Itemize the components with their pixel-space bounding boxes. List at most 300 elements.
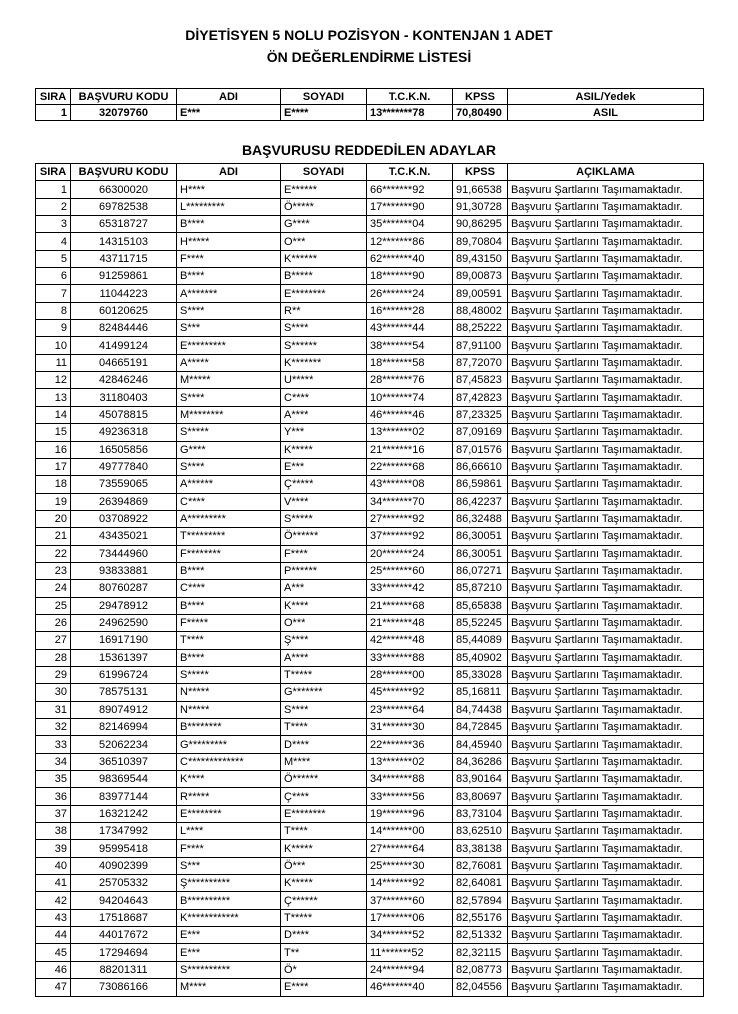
cell-soyadi: Ö***: [281, 857, 367, 874]
cell-tckn: 16*******28: [367, 302, 453, 319]
cell-kpss: 91,30728: [453, 198, 508, 215]
cell-basvuru-kodu: 73086166: [71, 979, 177, 996]
cell-tckn: 20*******24: [367, 545, 453, 562]
cell-basvuru-kodu: 42846246: [71, 372, 177, 389]
cell-kpss: 86,30051: [453, 545, 508, 562]
cell-aciklama: Başvuru Şartlarını Taşımamaktadır.: [508, 632, 704, 649]
cell-soyadi: G*******: [281, 684, 367, 701]
cell-kpss: 89,70804: [453, 233, 508, 250]
cell-tckn: 21*******68: [367, 597, 453, 614]
cell-sira: 13: [36, 389, 71, 406]
cell-aciklama: Başvuru Şartlarını Taşımamaktadır.: [508, 875, 704, 892]
cell-soyadi: E********: [281, 805, 367, 822]
cell-sira: 17: [36, 458, 71, 475]
col-aciklama: AÇIKLAMA: [508, 164, 704, 181]
cell-soyadi: E******: [281, 181, 367, 198]
cell-tckn: 13*******02: [367, 753, 453, 770]
cell-tckn: 18*******58: [367, 354, 453, 371]
cell-sira: 3: [36, 216, 71, 233]
cell-sira: 18: [36, 476, 71, 493]
cell-adi: C****: [177, 493, 281, 510]
col-sira: SIRA: [36, 164, 71, 181]
cell-adi: Ş**********: [177, 875, 281, 892]
cell-basvuru-kodu: 49777840: [71, 458, 177, 475]
cell-kpss: 82,51332: [453, 927, 508, 944]
table-row: [36, 458, 704, 475]
accepted-table: [35, 88, 704, 121]
cell-basvuru-kodu: 11044223: [71, 285, 177, 302]
cell-tckn: 66*******92: [367, 181, 453, 198]
cell-adi: G****: [177, 441, 281, 458]
table-row: [36, 614, 704, 631]
cell-basvuru-kodu: 73444960: [71, 545, 177, 562]
cell-tckn: 17*******06: [367, 909, 453, 926]
cell-basvuru-kodu: 17347992: [71, 823, 177, 840]
cell-soyadi: T****: [281, 823, 367, 840]
cell-basvuru-kodu: 95995418: [71, 840, 177, 857]
cell-aciklama: Başvuru Şartlarını Taşımamaktadır.: [508, 441, 704, 458]
cell-adi: F*****: [177, 614, 281, 631]
cell-basvuru-kodu: 89074912: [71, 701, 177, 718]
table-row: [36, 753, 704, 770]
cell-soyadi: V****: [281, 493, 367, 510]
cell-aciklama: Başvuru Şartlarını Taşımamaktadır.: [508, 840, 704, 857]
cell-adi: E***: [177, 944, 281, 961]
table-row: [36, 320, 704, 337]
cell-kpss: 85,16811: [453, 684, 508, 701]
cell-tckn: 34*******52: [367, 927, 453, 944]
table-row: [36, 181, 704, 198]
table-row: [36, 944, 704, 961]
cell-aciklama: Başvuru Şartlarını Taşımamaktadır.: [508, 285, 704, 302]
cell-tckn: 13*******78: [367, 105, 453, 121]
cell-tckn: 42*******48: [367, 632, 453, 649]
cell-soyadi: S****: [281, 701, 367, 718]
cell-sira: 8: [36, 302, 71, 319]
cell-soyadi: D****: [281, 927, 367, 944]
col-tckn: T.C.K.N.: [367, 164, 453, 181]
cell-tckn: 27*******64: [367, 840, 453, 857]
cell-basvuru-kodu: 24962590: [71, 614, 177, 631]
cell-basvuru-kodu: 52062234: [71, 736, 177, 753]
cell-adi: C*************: [177, 753, 281, 770]
cell-kpss: 88,25222: [453, 320, 508, 337]
cell-sira: 41: [36, 875, 71, 892]
cell-soyadi: Ö******: [281, 528, 367, 545]
cell-soyadi: E****: [281, 979, 367, 996]
cell-adi: T****: [177, 632, 281, 649]
cell-kpss: 82,57894: [453, 892, 508, 909]
cell-sira: 35: [36, 771, 71, 788]
cell-basvuru-kodu: 60120625: [71, 302, 177, 319]
cell-tckn: 18*******90: [367, 268, 453, 285]
cell-aciklama: Başvuru Şartlarını Taşımamaktadır.: [508, 927, 704, 944]
cell-soyadi: Ç******: [281, 892, 367, 909]
cell-basvuru-kodu: 80760287: [71, 580, 177, 597]
cell-tckn: 27*******92: [367, 510, 453, 527]
table-row: [36, 285, 704, 302]
cell-basvuru-kodu: 93833881: [71, 562, 177, 579]
cell-sira: 27: [36, 632, 71, 649]
table-row: [36, 961, 704, 978]
table-row: [36, 632, 704, 649]
col-sira: SIRA: [36, 89, 71, 105]
cell-adi: A******: [177, 476, 281, 493]
cell-soyadi: Ö******: [281, 771, 367, 788]
cell-basvuru-kodu: 26394869: [71, 493, 177, 510]
cell-sira: 33: [36, 736, 71, 753]
cell-kpss: 88,48002: [453, 302, 508, 319]
table-row: [36, 372, 704, 389]
cell-aciklama: Başvuru Şartlarını Taşımamaktadır.: [508, 736, 704, 753]
cell-sira: 12: [36, 372, 71, 389]
cell-basvuru-kodu: 16505856: [71, 441, 177, 458]
cell-aciklama: Başvuru Şartlarını Taşımamaktadır.: [508, 944, 704, 961]
table-row: [36, 979, 704, 996]
cell-tckn: 25*******60: [367, 562, 453, 579]
cell-sira: 24: [36, 580, 71, 597]
cell-adi: B****: [177, 597, 281, 614]
cell-adi: B**********: [177, 892, 281, 909]
cell-adi: H****: [177, 181, 281, 198]
cell-basvuru-kodu: 65318727: [71, 216, 177, 233]
cell-basvuru-kodu: 44017672: [71, 927, 177, 944]
cell-adi: N*****: [177, 701, 281, 718]
col-basvuru-kodu: BAŞVURU KODU: [71, 164, 177, 181]
cell-basvuru-kodu: 91259861: [71, 268, 177, 285]
cell-sira: 47: [36, 979, 71, 996]
cell-asil-yedek: ASIL: [508, 105, 704, 121]
table-row: [36, 892, 704, 909]
cell-soyadi: C****: [281, 389, 367, 406]
cell-soyadi: G****: [281, 216, 367, 233]
cell-adi: S***: [177, 857, 281, 874]
cell-adi: S**********: [177, 961, 281, 978]
cell-tckn: 11*******52: [367, 944, 453, 961]
cell-adi: S****: [177, 458, 281, 475]
cell-aciklama: Başvuru Şartlarını Taşımamaktadır.: [508, 823, 704, 840]
cell-sira: 6: [36, 268, 71, 285]
cell-soyadi: U*****: [281, 372, 367, 389]
cell-kpss: 82,55176: [453, 909, 508, 926]
cell-tckn: 10*******74: [367, 389, 453, 406]
cell-basvuru-kodu: 16917190: [71, 632, 177, 649]
col-asil-yedek: ASIL/Yedek: [508, 89, 704, 105]
table-row: [36, 198, 704, 215]
cell-aciklama: Başvuru Şartlarını Taşımamaktadır.: [508, 389, 704, 406]
cell-adi: T*********: [177, 528, 281, 545]
cell-sira: 20: [36, 510, 71, 527]
cell-sira: 37: [36, 805, 71, 822]
cell-kpss: 83,38138: [453, 840, 508, 857]
cell-adi: K****: [177, 771, 281, 788]
cell-adi: G*********: [177, 736, 281, 753]
cell-soyadi: R**: [281, 302, 367, 319]
cell-tckn: 34*******88: [367, 771, 453, 788]
table-row: [36, 476, 704, 493]
cell-soyadi: T*****: [281, 666, 367, 683]
cell-adi: M*****: [177, 372, 281, 389]
cell-kpss: 87,45823: [453, 372, 508, 389]
cell-adi: M********: [177, 406, 281, 423]
cell-adi: S****: [177, 302, 281, 319]
table-row: [36, 233, 704, 250]
cell-kpss: 86,66610: [453, 458, 508, 475]
cell-aciklama: Başvuru Şartlarını Taşımamaktadır.: [508, 805, 704, 822]
cell-aciklama: Başvuru Şartlarını Taşımamaktadır.: [508, 753, 704, 770]
cell-aciklama: Başvuru Şartlarını Taşımamaktadır.: [508, 250, 704, 267]
cell-basvuru-kodu: 43711715: [71, 250, 177, 267]
cell-aciklama: Başvuru Şartlarını Taşımamaktadır.: [508, 302, 704, 319]
cell-sira: 4: [36, 233, 71, 250]
cell-basvuru-kodu: 82146994: [71, 719, 177, 736]
cell-sira: 1: [36, 181, 71, 198]
cell-sira: 7: [36, 285, 71, 302]
cell-sira: 45: [36, 944, 71, 961]
cell-basvuru-kodu: 98369544: [71, 771, 177, 788]
table-row: [36, 406, 704, 423]
cell-soyadi: F****: [281, 545, 367, 562]
cell-sira: 44: [36, 927, 71, 944]
col-soyadi: SOYADI: [281, 164, 367, 181]
cell-basvuru-kodu: 73559065: [71, 476, 177, 493]
cell-basvuru-kodu: 32079760: [71, 105, 177, 121]
cell-soyadi: K*****: [281, 875, 367, 892]
col-adi: ADI: [177, 89, 281, 105]
cell-tckn: 37*******60: [367, 892, 453, 909]
cell-kpss: 84,72845: [453, 719, 508, 736]
cell-soyadi: S*****: [281, 510, 367, 527]
cell-aciklama: Başvuru Şartlarını Taşımamaktadır.: [508, 233, 704, 250]
cell-kpss: 86,07271: [453, 562, 508, 579]
cell-kpss: 82,08773: [453, 961, 508, 978]
cell-kpss: 83,90164: [453, 771, 508, 788]
table-row: [36, 528, 704, 545]
cell-tckn: 14*******92: [367, 875, 453, 892]
cell-aciklama: Başvuru Şartlarını Taşımamaktadır.: [508, 857, 704, 874]
table-row: [36, 441, 704, 458]
cell-soyadi: Ç*****: [281, 476, 367, 493]
cell-soyadi: O***: [281, 614, 367, 631]
cell-tckn: 12*******86: [367, 233, 453, 250]
table-row: [36, 389, 704, 406]
cell-kpss: 85,87210: [453, 580, 508, 597]
cell-kpss: 86,32488: [453, 510, 508, 527]
table-row: [36, 736, 704, 753]
cell-soyadi: Ç****: [281, 788, 367, 805]
cell-sira: 38: [36, 823, 71, 840]
cell-adi: L*********: [177, 198, 281, 215]
cell-tckn: 33*******56: [367, 788, 453, 805]
cell-kpss: 86,59861: [453, 476, 508, 493]
cell-aciklama: Başvuru Şartlarını Taşımamaktadır.: [508, 372, 704, 389]
cell-adi: A*****: [177, 354, 281, 371]
table-row: [36, 823, 704, 840]
cell-adi: S*****: [177, 666, 281, 683]
cell-basvuru-kodu: 17518687: [71, 909, 177, 926]
cell-soyadi: S****: [281, 320, 367, 337]
cell-basvuru-kodu: 15361397: [71, 649, 177, 666]
table-row: [36, 666, 704, 683]
cell-aciklama: Başvuru Şartlarını Taşımamaktadır.: [508, 979, 704, 996]
cell-kpss: 89,00873: [453, 268, 508, 285]
cell-soyadi: Ş****: [281, 632, 367, 649]
cell-adi: B****: [177, 562, 281, 579]
col-tckn: T.C.K.N.: [367, 89, 453, 105]
cell-sira: 11: [36, 354, 71, 371]
cell-basvuru-kodu: 36510397: [71, 753, 177, 770]
cell-soyadi: A***: [281, 580, 367, 597]
table-row: [36, 684, 704, 701]
table-row: [36, 354, 704, 371]
cell-sira: 5: [36, 250, 71, 267]
table-row: [36, 788, 704, 805]
cell-adi: E********: [177, 805, 281, 822]
cell-sira: 1: [36, 105, 71, 121]
cell-adi: B********: [177, 719, 281, 736]
cell-kpss: 86,42237: [453, 493, 508, 510]
cell-aciklama: Başvuru Şartlarını Taşımamaktadır.: [508, 788, 704, 805]
table-row: [36, 302, 704, 319]
table-row: [36, 493, 704, 510]
cell-basvuru-kodu: 29478912: [71, 597, 177, 614]
cell-kpss: 91,66538: [453, 181, 508, 198]
cell-aciklama: Başvuru Şartlarını Taşımamaktadır.: [508, 545, 704, 562]
cell-soyadi: E********: [281, 285, 367, 302]
cell-kpss: 85,52245: [453, 614, 508, 631]
cell-sira: 21: [36, 528, 71, 545]
cell-tckn: 26*******24: [367, 285, 453, 302]
cell-sira: 43: [36, 909, 71, 926]
cell-kpss: 86,30051: [453, 528, 508, 545]
col-kpss: KPSS: [453, 89, 508, 105]
cell-aciklama: Başvuru Şartlarını Taşımamaktadır.: [508, 892, 704, 909]
cell-sira: 40: [36, 857, 71, 874]
col-adi: ADI: [177, 164, 281, 181]
table-row: [36, 771, 704, 788]
cell-basvuru-kodu: 14315103: [71, 233, 177, 250]
cell-sira: 14: [36, 406, 71, 423]
cell-tckn: 38*******54: [367, 337, 453, 354]
cell-basvuru-kodu: 31180403: [71, 389, 177, 406]
cell-basvuru-kodu: 16321242: [71, 805, 177, 822]
cell-aciklama: Başvuru Şartlarını Taşımamaktadır.: [508, 268, 704, 285]
cell-kpss: 82,04556: [453, 979, 508, 996]
cell-adi: H*****: [177, 233, 281, 250]
cell-tckn: 24*******94: [367, 961, 453, 978]
cell-aciklama: Başvuru Şartlarını Taşımamaktadır.: [508, 476, 704, 493]
cell-sira: 34: [36, 753, 71, 770]
cell-kpss: 87,09169: [453, 424, 508, 441]
cell-basvuru-kodu: 49236318: [71, 424, 177, 441]
table-row: [36, 216, 704, 233]
cell-basvuru-kodu: 25705332: [71, 875, 177, 892]
cell-adi: F********: [177, 545, 281, 562]
table-row: [36, 927, 704, 944]
cell-basvuru-kodu: 83977144: [71, 788, 177, 805]
table-row: [36, 805, 704, 822]
cell-adi: R*****: [177, 788, 281, 805]
cell-kpss: 87,91100: [453, 337, 508, 354]
cell-adi: E***: [177, 105, 281, 121]
cell-tckn: 45*******92: [367, 684, 453, 701]
cell-kpss: 89,43150: [453, 250, 508, 267]
cell-kpss: 85,33028: [453, 666, 508, 683]
cell-tckn: 31*******30: [367, 719, 453, 736]
cell-kpss: 84,45940: [453, 736, 508, 753]
table-row: [36, 909, 704, 926]
cell-adi: L****: [177, 823, 281, 840]
cell-adi: S***: [177, 320, 281, 337]
accepted-header-row: [36, 89, 704, 105]
cell-tckn: 43*******08: [367, 476, 453, 493]
cell-tckn: 34*******70: [367, 493, 453, 510]
cell-tckn: 28*******76: [367, 372, 453, 389]
cell-soyadi: K*****: [281, 840, 367, 857]
cell-basvuru-kodu: 82484446: [71, 320, 177, 337]
rejected-table: [35, 163, 704, 997]
cell-tckn: 21*******16: [367, 441, 453, 458]
cell-aciklama: Başvuru Şartlarını Taşımamaktadır.: [508, 649, 704, 666]
cell-basvuru-kodu: 04665191: [71, 354, 177, 371]
table-row: [36, 597, 704, 614]
cell-sira: 46: [36, 961, 71, 978]
cell-adi: E***: [177, 927, 281, 944]
table-row: [36, 545, 704, 562]
cell-sira: 28: [36, 649, 71, 666]
cell-sira: 39: [36, 840, 71, 857]
cell-kpss: 84,74438: [453, 701, 508, 718]
cell-sira: 2: [36, 198, 71, 215]
cell-kpss: 83,73104: [453, 805, 508, 822]
cell-kpss: 89,00591: [453, 285, 508, 302]
cell-basvuru-kodu: 61996724: [71, 666, 177, 683]
cell-aciklama: Başvuru Şartlarını Taşımamaktadır.: [508, 424, 704, 441]
cell-aciklama: Başvuru Şartlarını Taşımamaktadır.: [508, 701, 704, 718]
cell-sira: 15: [36, 424, 71, 441]
cell-sira: 32: [36, 719, 71, 736]
table-row: [36, 510, 704, 527]
cell-soyadi: S******: [281, 337, 367, 354]
cell-tckn: 37*******92: [367, 528, 453, 545]
cell-aciklama: Başvuru Şartlarını Taşımamaktadır.: [508, 510, 704, 527]
cell-aciklama: Başvuru Şartlarını Taşımamaktadır.: [508, 493, 704, 510]
cell-sira: 36: [36, 788, 71, 805]
table-row: [36, 580, 704, 597]
cell-soyadi: P******: [281, 562, 367, 579]
table-row: [36, 250, 704, 267]
cell-aciklama: Başvuru Şartlarını Taşımamaktadır.: [508, 771, 704, 788]
cell-soyadi: K*****: [281, 441, 367, 458]
cell-sira: 25: [36, 597, 71, 614]
document-title: DİYETİSYEN 5 NOLU POZİSYON - KONTENJAN 1 ADET: [185, 27, 553, 43]
cell-basvuru-kodu: 40902399: [71, 857, 177, 874]
cell-basvuru-kodu: 41499124: [71, 337, 177, 354]
cell-kpss: 87,42823: [453, 389, 508, 406]
cell-tckn: 23*******64: [367, 701, 453, 718]
cell-basvuru-kodu: 43435021: [71, 528, 177, 545]
cell-sira: 9: [36, 320, 71, 337]
rejected-section-title: BAŞVURUSU REDDEDİLEN ADAYLAR: [241, 142, 497, 158]
cell-tckn: 17*******90: [367, 198, 453, 215]
cell-kpss: 82,32115: [453, 944, 508, 961]
cell-tckn: 62*******40: [367, 250, 453, 267]
cell-basvuru-kodu: 03708922: [71, 510, 177, 527]
cell-sira: 10: [36, 337, 71, 354]
col-kpss: KPSS: [453, 164, 508, 181]
cell-sira: 29: [36, 666, 71, 683]
cell-tckn: 25*******30: [367, 857, 453, 874]
